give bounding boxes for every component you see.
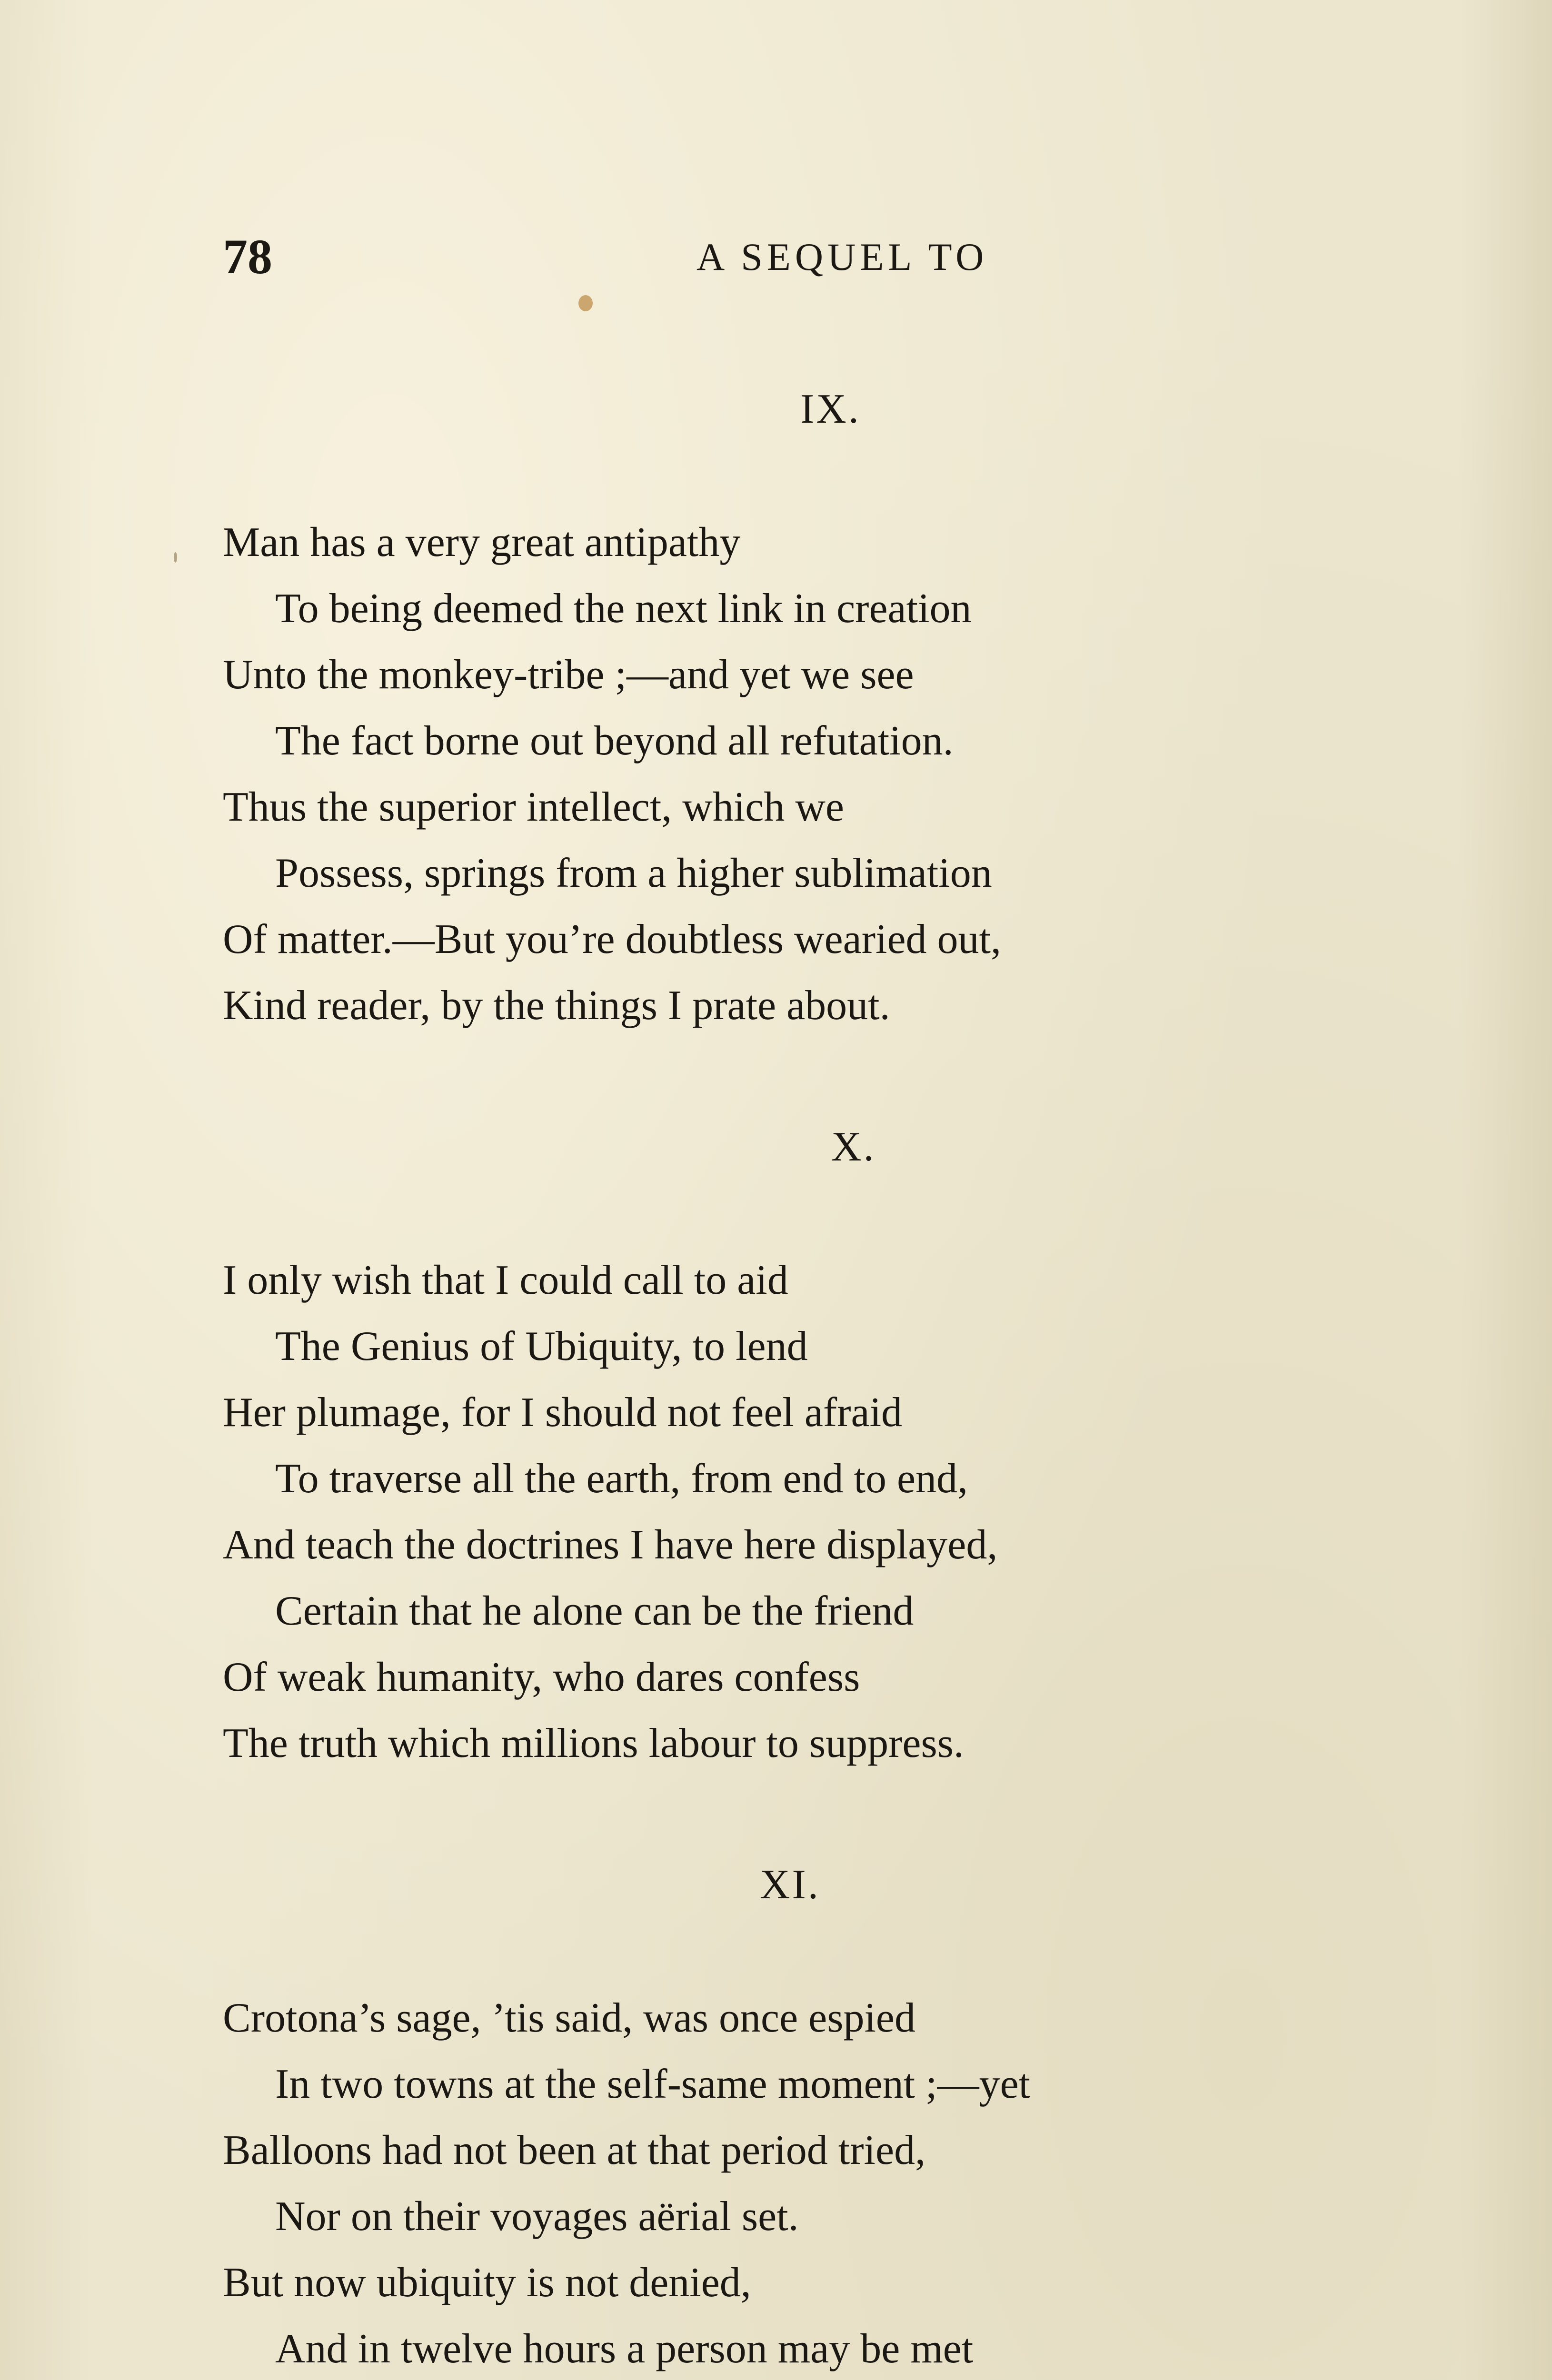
verse-line: In two towns at the self-same moment ;—yet: [275, 2061, 1031, 2107]
verse-line: Possess, springs from a higher sublimation: [275, 850, 992, 896]
foxing-spot: [174, 552, 177, 563]
verse-line: Her plumage, for I should not feel afraid: [223, 1389, 903, 1436]
verse-line: Unto the monkey-tribe ;—and yet we see: [223, 652, 914, 698]
verse-line: The fact borne out beyond all refutation.: [275, 718, 954, 764]
verse-line: To being deemed the next link in creation: [275, 585, 972, 632]
foxing-spot: [578, 295, 593, 311]
verse-line: Man has a very great antipathy: [223, 519, 741, 565]
verse-line: And teach the doctrines I have here displayed,: [223, 1522, 998, 1568]
verse-line: Of weak humanity, who dares confess: [223, 1654, 860, 1700]
page-number: 78: [223, 229, 272, 284]
verse-line: The truth which millions labour to suppress.: [223, 1720, 964, 1766]
running-head: [223, 224, 1303, 290]
verse-line: To traverse all the earth, from end to end,: [275, 1456, 968, 1502]
verse-line: Of matter.—But you’re doubtless wearied out,: [223, 916, 1001, 962]
stanza-number: XI.: [760, 1862, 820, 1908]
stanza-ix: [223, 381, 1413, 1039]
verse-line: Crotona’s sage, ’tis said, was once espied: [223, 1995, 915, 2041]
verse-line: But now ubiquity is not denied,: [223, 2260, 751, 2306]
verse-line: Kind reader, by the things I prate about.: [223, 982, 890, 1029]
stanza-number: X.: [831, 1124, 876, 1170]
running-title: A SEQUEL TO: [696, 235, 988, 278]
verse-line: The Genius of Ubiquity, to lend: [275, 1323, 808, 1369]
verse-line: Nor on their voyages aërial set.: [275, 2193, 799, 2240]
verse-line: Thus the superior intellect, which we: [223, 784, 844, 830]
verse-line: Balloons had not been at that period tried,: [223, 2127, 926, 2173]
stanza-xi: [223, 1856, 1413, 2380]
verse-line: Certain that he alone can be the friend: [275, 1588, 914, 1634]
verse-line: I only wish that I could call to aid: [223, 1257, 788, 1303]
stanza-x: [223, 1119, 1413, 1776]
verse-line: And in twelve hours a person may be met: [275, 2326, 974, 2372]
stanza-number: IX.: [800, 386, 861, 432]
